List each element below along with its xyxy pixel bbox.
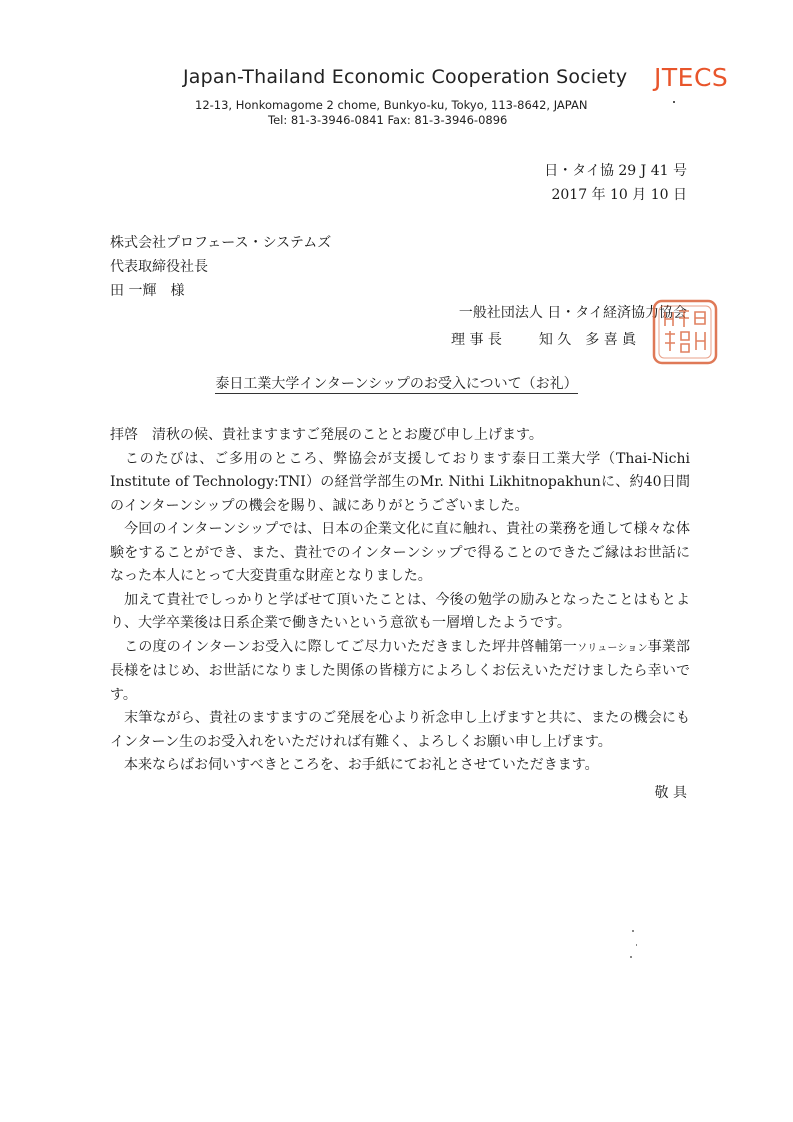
recipient-company: 株式会社プロフェース・システムズ — [110, 235, 332, 251]
tel-fax-line: Tel: 81-3-3946-0841 Fax: 81-3-3946-0896 — [268, 113, 508, 127]
sender-title: 理 事 長 — [451, 332, 502, 348]
sender-organization: 一般社団法人 日・タイ経済協力協会 — [458, 305, 687, 321]
body-paragraph-greeting: 拝啓 清秋の候、貴社ますますご発展のこととお慶び申し上げます。 — [110, 427, 543, 443]
closing-keigu: 敬 具 — [654, 785, 687, 801]
body-p5-start: この度のインターンお受入に際してご尽力いただきました坪井啓輔第一 — [110, 638, 578, 655]
jtecs-logo: JTECS — [654, 63, 729, 92]
scan-speck — [630, 956, 632, 958]
body-paragraph-regards — [110, 636, 690, 708]
sender-signature-line — [451, 329, 636, 349]
body-paragraph-motivation: 加えて貴社でしっかりと学ばせて頂いたことは、今後の勉学の励みとなったことはもとより、大学卒業後は日系企業で働きたいという意欲も一層増したようです。 — [110, 591, 690, 631]
reference-number: 日・タイ協 29 J 41 号 — [544, 163, 687, 179]
body-p5-end: 事業部長様をはじめ、お世話になりました関係の皆様方によろしくお伝えいただけましたら幸いです。 — [110, 638, 690, 703]
letter-subject — [0, 373, 793, 393]
sender-name: 知 久 多 喜 眞 — [538, 332, 637, 348]
letter-body — [110, 424, 690, 778]
recipient-name: 田 一輝 様 — [110, 283, 185, 299]
organization-name: Japan-Thailand Economic Cooperation Society — [183, 66, 628, 88]
body-paragraph-wishes: 末筆ながら、貴社のますますのご発展を心より祈念申し上げますと共に、またの機会にもインターン生のお受入れをいただければ有難く、よろしくお願い申し上げます。 — [110, 710, 690, 750]
address-line: 12-13, Honkomagome 2 chome, Bunkyo-ku, Tokyo, 113-8642, JAPAN — [195, 98, 588, 112]
body-p5-small: ソリューション — [577, 642, 648, 654]
body-paragraph-experience: 今回のインターンシップでは、日本の企業文化に直に触れ、貴社の業務を通して様々な体験をすることができ、また、貴社でのインターンシップで得ることのできたご縁はお世話になった本人にとって大変貴重な財産となりました。 — [110, 521, 690, 584]
recipient-title: 代表取締役社長 — [110, 259, 208, 275]
scan-speck — [673, 101, 675, 103]
body-paragraph-thanks: このたびは、ご多用のところ、弊協会が支援しております泰日工業大学（Thai-Nichi Institute of Technology:TNI）の経営学部生のMr. Nithi Likhitnopakhunに、約40日間のインターンシップの機会を賜り、誠にありがとうございました。 — [110, 450, 690, 514]
scan-speck — [632, 930, 634, 932]
letter-date: 2017 年 10 月 10 日 — [551, 187, 687, 203]
body-paragraph-final: 本来ならばお伺いすべきところを、お手紙にてお礼とさせていただきます。 — [110, 757, 599, 773]
official-seal-icon — [651, 298, 719, 366]
scan-speck — [636, 944, 637, 946]
subject-text: 泰日工業大学インターンシップのお受入について（お礼） — [215, 376, 578, 392]
